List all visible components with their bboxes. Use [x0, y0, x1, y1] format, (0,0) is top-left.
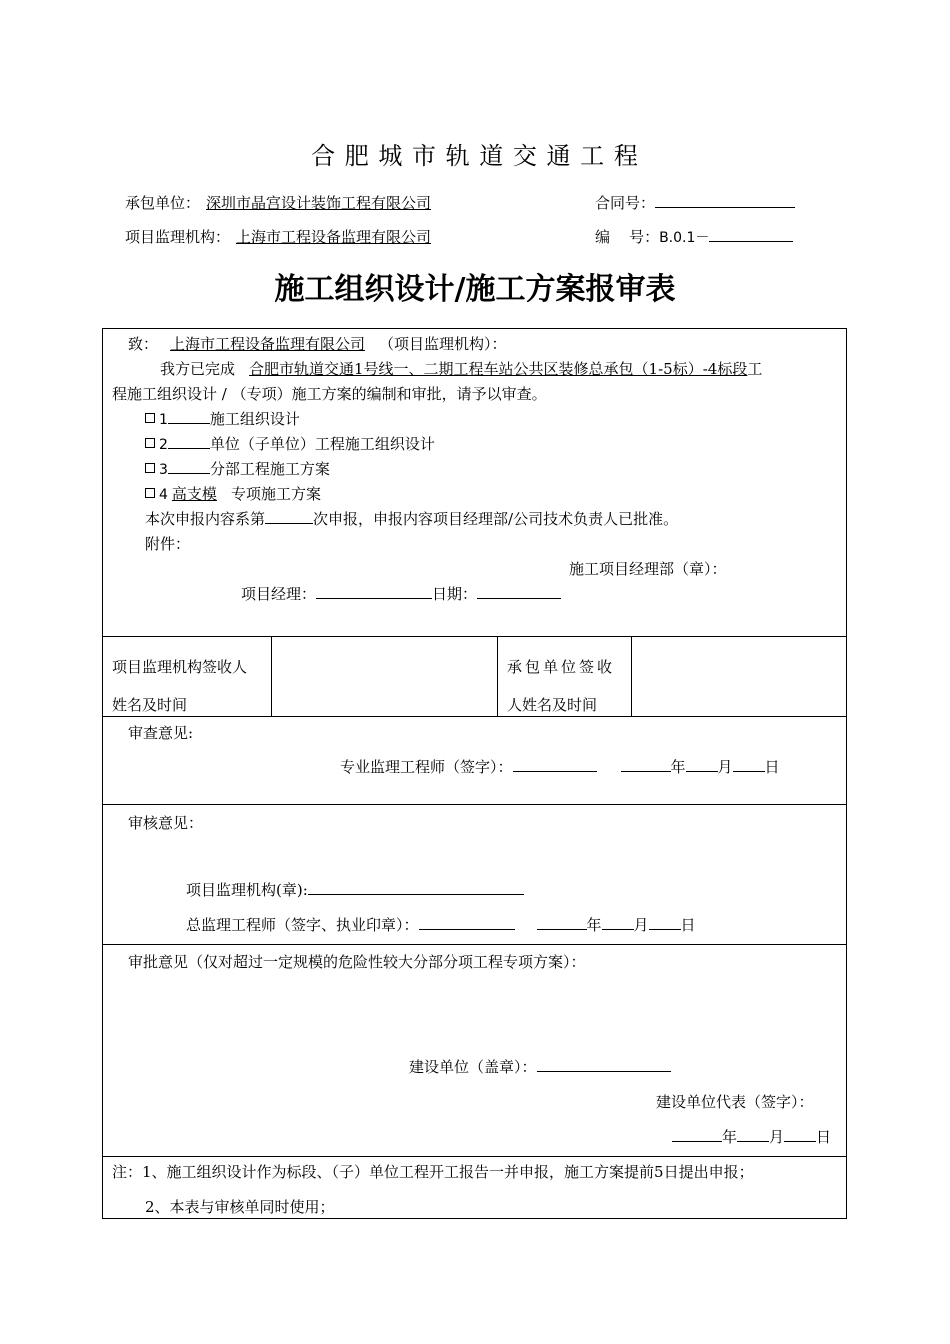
option-2[interactable] — [145, 433, 435, 454]
approval-year: 年 — [722, 1128, 738, 1146]
approval-label: 审批意见（仅对超过一定规模的危险性较大分部分项工程专项方案）： — [128, 953, 586, 971]
to-suffix: （项目监理机构）： — [379, 335, 507, 353]
divider-approval-top — [102, 944, 847, 945]
dept-seal: 施工项目经理部（章）： — [569, 560, 727, 578]
audit-month: 月 — [633, 916, 649, 934]
audit-org-blank — [308, 879, 524, 895]
contract-no-label: 合同号： — [595, 194, 656, 212]
approval-month-blank — [737, 1126, 769, 1142]
project-title: 合 肥 城 市 轨 道 交 通 工 程 — [311, 142, 639, 170]
receipt-col-2 — [497, 636, 498, 716]
serial-label: 编 号： — [595, 228, 660, 246]
contractor-label: 承包单位： — [125, 194, 201, 212]
option-label: 单位（子单位）工程施工组织设计 — [209, 435, 435, 453]
review-sign-line — [340, 756, 780, 777]
audit-year-blank — [537, 914, 587, 930]
review-day: 日 — [764, 758, 780, 776]
owner-seal-line — [409, 1056, 671, 1077]
owner-seal-label: 建设单位（盖章）： — [409, 1058, 537, 1076]
audit-chief-label: 总监理工程师（签字、执业印章）： — [186, 916, 419, 934]
option-num: 1 — [159, 412, 168, 428]
audit-sign-blank — [419, 914, 515, 930]
audit-label: 审核意见： — [128, 814, 204, 832]
option-1[interactable] — [145, 408, 300, 429]
audit-org-label: 项目监理机构(章): — [186, 881, 308, 899]
audit-year: 年 — [586, 916, 602, 934]
audit-org-line — [186, 879, 524, 900]
audit-chief-line — [186, 914, 696, 935]
option-num: 2 — [159, 437, 168, 453]
approval-day: 日 — [816, 1128, 832, 1146]
report-prefix: 本次申报内容系第 — [145, 510, 266, 528]
option-label: 专项施工方案 — [230, 485, 321, 503]
completion-line-2: 程施工组织设计 / （专项）施工方案的编制和审批，请予以审查。 — [112, 385, 547, 403]
checkbox-icon[interactable] — [145, 438, 155, 448]
pm-blank — [316, 583, 432, 599]
note-1: 注：1、施工组织设计作为标段、（子）单位工程开工报告一并申报，施工方案提前5日提出申报； — [112, 1163, 754, 1181]
attachment-label: 附件： — [145, 535, 191, 553]
review-year-blank — [621, 756, 671, 772]
audit-day: 日 — [680, 916, 696, 934]
report-suffix: 次申报，申报内容项目经理部/公司技术负责人已批准。 — [313, 510, 679, 528]
option-num: 3 — [159, 462, 168, 478]
contractor-receipt-label: 承包单位签收 人姓名及时间 — [507, 658, 616, 714]
checkbox-icon[interactable] — [145, 488, 155, 498]
completion-line — [160, 358, 762, 379]
review-sign-blank — [513, 756, 597, 772]
contractor-value: 深圳市晶宫设计装饰工程有限公司 — [206, 194, 432, 212]
report-line — [145, 508, 678, 529]
approval-day-blank — [784, 1126, 816, 1142]
completion-prefix: 我方已完成 — [160, 360, 236, 378]
divider-receipt-top — [102, 636, 847, 637]
owner-seal-blank — [537, 1056, 671, 1072]
date-label: 日期： — [432, 585, 478, 603]
option-fill — [168, 458, 210, 474]
review-day-blank — [733, 756, 765, 772]
form-title: 施工组织设计/施工方案报审表 — [274, 272, 676, 307]
contract-no-row — [595, 192, 795, 213]
to-value: 上海市工程设备监理有限公司 — [170, 335, 366, 353]
review-month-blank — [686, 756, 718, 772]
serial-prefix: B.0.1－ — [659, 230, 710, 246]
pm-label: 项目经理： — [241, 585, 317, 603]
receipt-col-3 — [631, 636, 632, 716]
completion-tail: 工 — [747, 360, 763, 378]
approval-date-line — [672, 1126, 831, 1147]
report-count-blank — [265, 508, 313, 524]
receipt-col-1 — [271, 636, 272, 716]
serial-blank — [709, 226, 793, 242]
serial-row — [595, 226, 793, 247]
option-4[interactable] — [145, 483, 321, 504]
option-fill: 高支模 — [171, 485, 217, 503]
option-3[interactable] — [145, 458, 330, 479]
contract-no-blank — [655, 192, 795, 208]
to-label: 致： — [128, 335, 159, 353]
audit-month-blank — [602, 914, 634, 930]
review-label: 审查意见: — [128, 724, 194, 742]
date-blank — [477, 583, 561, 599]
option-num: 4 — [159, 487, 168, 503]
checkbox-icon[interactable] — [145, 463, 155, 473]
owner-rep-label: 建设单位代表（签字）： — [656, 1093, 814, 1111]
option-fill — [168, 433, 210, 449]
contractor-row — [125, 192, 447, 213]
review-year: 年 — [670, 758, 686, 776]
audit-day-blank — [649, 914, 681, 930]
supervisor-receipt-label: 项目监理机构签收人 姓名及时间 — [112, 658, 248, 714]
supervisor-label: 项目监理机构： — [125, 228, 231, 246]
divider-audit-top — [102, 804, 847, 805]
supervisor-row — [125, 226, 447, 247]
pm-line — [241, 583, 561, 604]
divider-notes-top — [102, 1156, 847, 1157]
review-month: 月 — [717, 758, 733, 776]
option-fill — [168, 408, 210, 424]
supervisor-value: 上海市工程设备监理有限公司 — [236, 228, 432, 246]
completion-value: 合肥市轨道交通1号线一、二期工程车站公共区装修总承包（1-5标）-4标段 — [249, 360, 748, 378]
review-engineer-label: 专业监理工程师（签字）： — [340, 758, 513, 776]
approval-month: 月 — [769, 1128, 785, 1146]
checkbox-icon[interactable] — [145, 413, 155, 423]
approval-year-blank — [672, 1126, 722, 1142]
option-label: 分部工程施工方案 — [209, 460, 330, 478]
to-line — [128, 333, 507, 354]
note-2: 2、本表与审核单同时使用； — [145, 1198, 335, 1216]
option-label: 施工组织设计 — [209, 410, 300, 428]
